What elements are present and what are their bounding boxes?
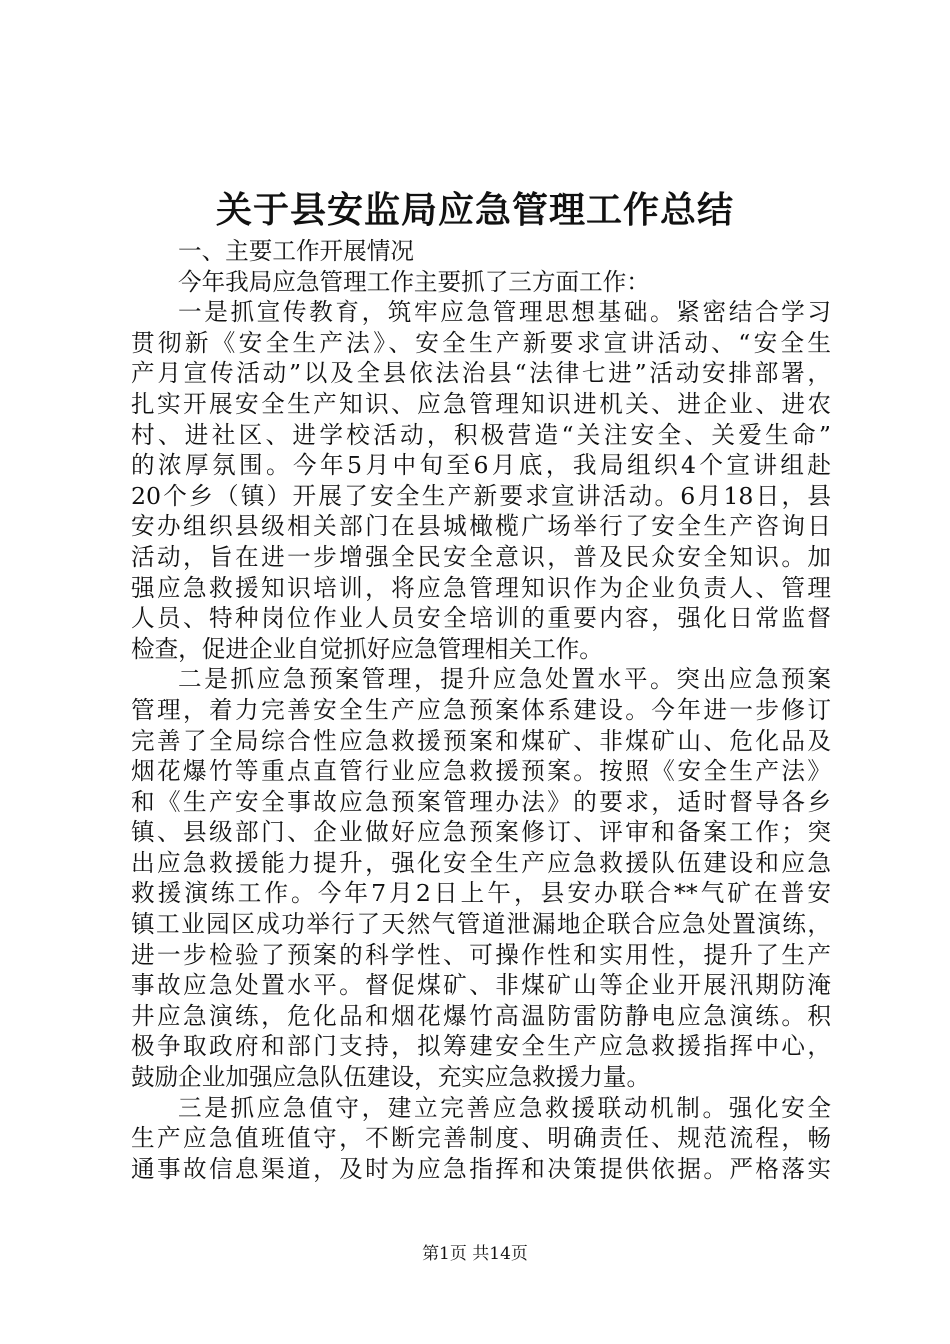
paragraph-line: 三是抓应急值守，建立完善应急救援联动机制。强化安全 <box>178 1093 831 1122</box>
paragraph-line: 进一步检验了预案的科学性、可操作性和实用性，提升了生产 <box>131 940 831 969</box>
paragraph-line: 20个乡（镇）开展了安全生产新要求宣讲活动。6月18日，县 <box>131 481 831 510</box>
document-body <box>131 236 831 1184</box>
page-number-footer: 第1页 共14页 <box>422 1244 528 1264</box>
paragraph-line: 救援演练工作。今年7月2日上午，县安办联合**气矿在普安 <box>131 879 831 908</box>
paragraph-line: 井应急演练，危化品和烟花爆竹高温防雷防静电应急演练。积 <box>131 1001 831 1030</box>
paragraph-line: 生产应急值班值守，不断完善制度、明确责任、规范流程，畅 <box>131 1124 831 1153</box>
paragraph-line: 的浓厚氛围。今年5月中旬至6月底，我局组织4个宣讲组赴 <box>131 451 831 480</box>
paragraph-line: 镇工业园区成功举行了天然气管道泄漏地企联合应急处置演练， <box>131 910 831 939</box>
paragraph-line: 和《生产安全事故应急预案管理办法》的要求，适时督导各乡 <box>131 787 831 816</box>
paragraph-line: 活动，旨在进一步增强全民安全意识，普及民众安全知识。加 <box>131 542 831 571</box>
paragraph-line: 贯彻新《安全生产法》、安全生产新要求宣讲活动、“安全生 <box>131 328 831 357</box>
paragraph-line: 镇、县级部门、企业做好应急预案修订、评审和备案工作；突 <box>131 818 831 847</box>
paragraph-line: 管理，着力完善安全生产应急预案体系建设。今年进一步修订 <box>131 695 831 724</box>
paragraph-line: 一是抓宣传教育，筑牢应急管理思想基础。紧密结合学习 <box>178 298 831 327</box>
paragraph-line: 通事故信息渠道，及时为应急指挥和决策提供依据。严格落实 <box>131 1154 831 1183</box>
paragraph-line: 事故应急处置水平。督促煤矿、非煤矿山等企业开展汛期防淹 <box>131 971 831 1000</box>
document-title: 关于县安监局应急管理工作总结 <box>215 189 734 231</box>
paragraph-line: 强应急救援知识培训，将应急管理知识作为企业负责人、管理 <box>131 573 831 602</box>
paragraph-line: 完善了全局综合性应急救援预案和煤矿、非煤矿山、危化品及 <box>131 726 831 755</box>
paragraph-line: 检查，促进企业自觉抓好应急管理相关工作。 <box>131 634 603 663</box>
paragraph-line: 村、进社区、进学校活动，积极营造“关注安全、关爱生命” <box>131 420 831 449</box>
paragraph-line: 安办组织县级相关部门在县城橄榄广场举行了安全生产咨询日 <box>131 512 831 541</box>
paragraph-line: 烟花爆竹等重点直管行业应急救援预案。按照《安全生产法》 <box>131 757 831 786</box>
section-heading: 一、主要工作开展情况 <box>178 237 414 265</box>
paragraph-line: 产月宣传活动”以及全县依法治县“法律七进”活动安排部署， <box>131 359 831 388</box>
paragraph-line: 扎实开展安全生产知识、应急管理知识进机关、进企业、进农 <box>131 389 831 418</box>
paragraph-line: 今年我局应急管理工作主要抓了三方面工作： <box>178 267 650 296</box>
paragraph-line: 鼓励企业加强应急队伍建设，充实应急救援力量。 <box>131 1063 651 1092</box>
paragraph-line: 人员、特种岗位作业人员安全培训的重要内容，强化日常监督 <box>131 604 831 633</box>
paragraph-line: 出应急救援能力提升，强化安全生产应急救援队伍建设和应急 <box>131 848 831 877</box>
paragraph-line: 二是抓应急预案管理，提升应急处置水平。突出应急预案 <box>178 665 831 694</box>
paragraph-line: 极争取政府和部门支持，拟筹建安全生产应急救援指挥中心， <box>131 1032 831 1061</box>
